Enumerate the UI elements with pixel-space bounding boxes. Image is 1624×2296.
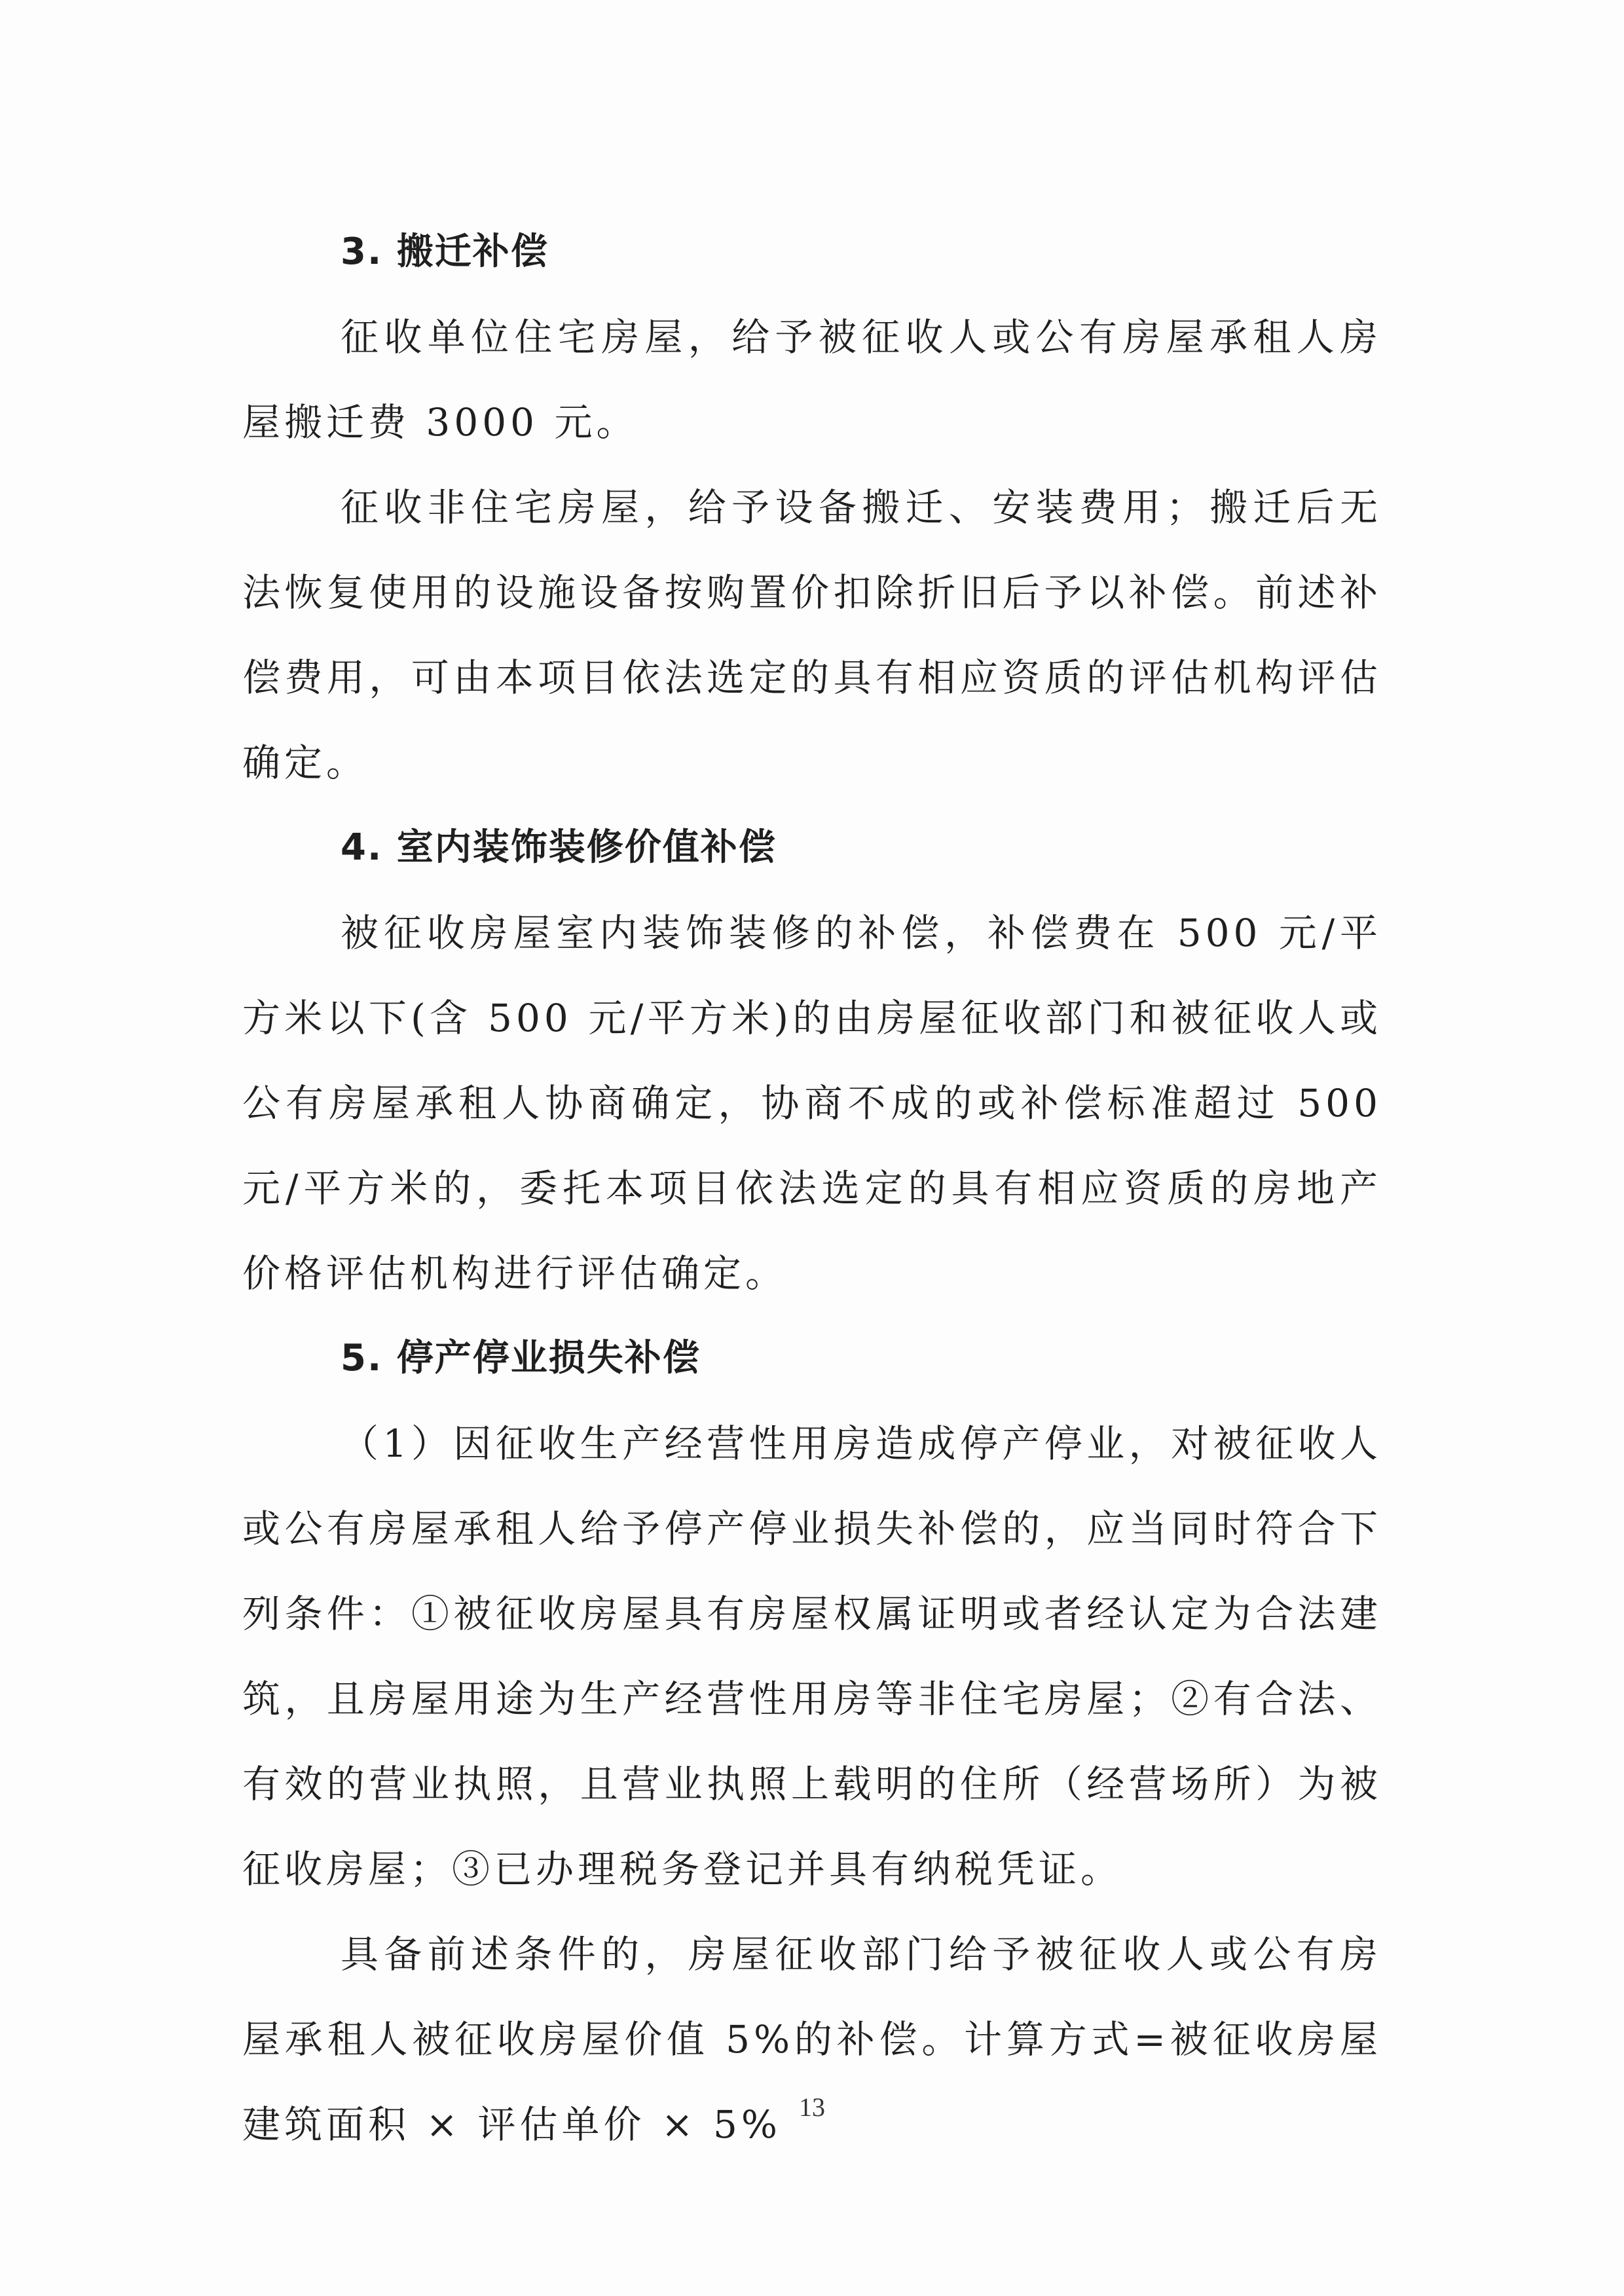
document-body [242, 210, 1382, 2167]
section-heading-business-loss: 5. 停产停业损失补偿 [341, 1337, 701, 1379]
page-number: 13 [799, 2092, 825, 2122]
paragraph-business-loss-conditions: （1）因征收生产经营性用房造成停产停业，对被征收人或公有房屋承租人给予停产停业损失补偿的，应当同时符合下列条件：①被征收房屋具有房屋权属证明或者经认定为合法建筑，且房屋用途为生产经营性用房等非住宅房屋；②有合法、有效的营业执照，且营业执照上载明的住所（经营场所）为被征收房屋；③已办理税务登记并具有纳税凭证。 [242, 1421, 1382, 1891]
paragraph-non-residential-equipment: 征收非住宅房屋，给予设备搬迁、安装费用；搬迁后无法恢复使用的设施设备按购置价扣除折旧后予以补偿。前述补偿费用，可由本项目依法选定的具有相应资质的评估机构评估确定。 [242, 485, 1382, 785]
paragraph-business-loss-calculation: 具备前述条件的，房屋征收部门给予被征收人或公有房屋承租人被征收房屋价值 5%的补偿。计算方式=被征收房屋建筑面积 × 评估单价 × 5% [242, 1932, 1382, 2147]
paragraph-decoration-compensation: 被征收房屋室内装饰装修的补偿，补偿费在 500 元/平方米以下(含 500 元/平方米)的由房屋征收部门和被征收人或公有房屋承租人协商确定，协商不成的或补偿标准超过 500 元/平方米的，委托本项目依法选定的具有相应资质的房地产价格评估机构进行评估确定。 [242, 911, 1382, 1296]
section-heading-decoration: 4. 室内装饰装修价值补偿 [341, 826, 777, 869]
paragraph-residential-relocation-fee: 征收单位住宅房屋，给予被征收人或公有房屋承租人房屋搬迁费 3000 元。 [242, 315, 1382, 445]
section-heading-relocation: 3. 搬迁补偿 [341, 230, 549, 273]
